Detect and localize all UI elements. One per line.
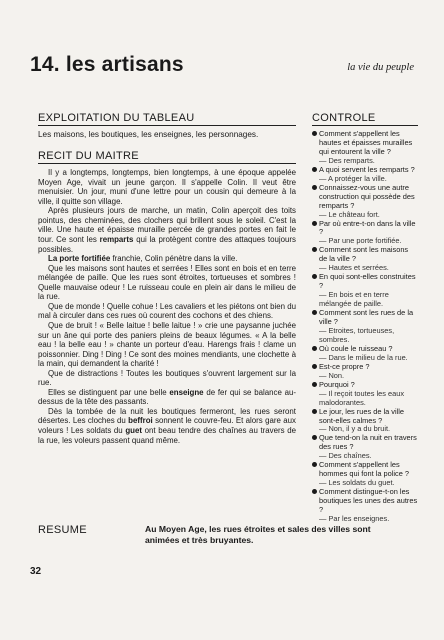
question-item xyxy=(312,273,418,309)
exploitation-heading: EXPLOITATION DU TABLEAU xyxy=(38,112,296,126)
story-paragraph: Dès la tombée de la nuit les boutiques fermeront, les rues seront désertes. Les cloches du beffroi sonnent le couvre-feu. Et alors gare aux voleurs ! Les soldats du guet ont beau tendre des chaînes au travers de la rue, les voleurs passent quand même. xyxy=(38,406,297,445)
bullet-icon xyxy=(312,185,317,190)
bullet-icon xyxy=(312,274,317,279)
right-column xyxy=(312,112,418,524)
bullet-icon xyxy=(312,462,317,467)
answer-text: — Non, il y a du bruit. xyxy=(319,424,391,434)
page-title: 14. les artisans xyxy=(30,53,184,76)
answer-text: — Etroites, tortueuses, sombres. xyxy=(319,325,395,344)
question-text: Pourquoi ? xyxy=(312,381,418,390)
answer-text: — En bois et en terre mélangée de paille. xyxy=(319,290,389,309)
bullet-icon xyxy=(312,167,317,172)
answer-text: — Non. xyxy=(319,370,345,380)
question-text: Comment sont les maisons de la ville ? xyxy=(312,246,418,264)
question-item xyxy=(312,461,418,488)
question-item xyxy=(312,363,418,381)
question-text: Comment distingue-t-on les boutiques les unes des autres ? xyxy=(312,488,418,515)
recit-heading: RECIT DU MAITRE xyxy=(38,150,296,164)
question-item xyxy=(312,166,418,184)
answer-text: — Par les enseignes. xyxy=(319,513,390,523)
bullet-icon xyxy=(312,247,317,252)
question-item xyxy=(312,345,418,363)
page-number: 32 xyxy=(30,566,42,577)
answer-text: — Les soldats du guet. xyxy=(319,478,395,488)
question-item xyxy=(312,488,418,524)
story-paragraph: Il y a longtemps, longtemps, bien longtemps, à une époque appelée Moyen Age, vivait un jeune garçon. Il s'appelle Colin. Il veut être menuisier. Un jour, muni d'une lettre pour un cousin qui demeure à la ville, il quitte son village. xyxy=(38,168,296,206)
answer-text: — Dans le milieu de la rue. xyxy=(319,352,408,362)
story-paragraph: La porte fortifiée franchie, Colin pénètre dans la ville. xyxy=(48,254,238,264)
section-tag: la vie du peuple xyxy=(347,62,414,73)
bullet-icon xyxy=(312,310,317,315)
question-text: Connaissez-vous une autre construction qui possède des remparts ? xyxy=(312,184,418,211)
question-text: Que tend-on la nuit en travers des rues ? xyxy=(312,434,418,452)
question-text: Est-ce propre ? xyxy=(312,363,418,372)
answer-text: — Des chaînes. xyxy=(319,451,372,461)
bullet-icon xyxy=(312,382,317,387)
bullet-icon xyxy=(312,364,317,369)
story-paragraph: Que les maisons sont hautes et serrées ! Elles sont en bois et en terre mélangée de paille. Que les rues sont étroites, tortueuses et sombres ! Quelle mauvaise odeur ! Le ruisseau coule en plein air dans le milieu de la rue. xyxy=(38,263,296,302)
answer-text: — A protéger la ville. xyxy=(319,173,387,183)
story-paragraph: Elles se distinguent par une belle enseigne de fer qui se balance au-dessus de la tête des passants. xyxy=(38,387,296,407)
question-item xyxy=(312,246,418,273)
story-paragraph: Après plusieurs jours de marche, un matin, Colin aperçoit des toits pointus, des cheminées, des clochers qui brillent sous le soleil. C'est la ville. Une haute et épaisse muraille percée de grandes portes en fait le tour. Ce sont les remparts qui la protègent contre des attaques toujours possibles. xyxy=(38,206,296,254)
question-list xyxy=(312,130,418,524)
exploitation-text: Les maisons, les boutiques, les enseignes, les personnages. xyxy=(38,130,259,139)
answer-text: — Des remparts. xyxy=(319,155,375,165)
question-item xyxy=(312,220,418,247)
resume-label: RESUME xyxy=(38,524,87,536)
controle-heading: CONTROLE xyxy=(312,112,418,126)
answer-text: — Le château fort. xyxy=(319,209,380,219)
recit-story xyxy=(38,168,296,445)
answer-text: — Hautes et serrées. xyxy=(319,263,389,273)
bullet-icon xyxy=(312,221,317,226)
question-text: A quoi servent les remparts ? xyxy=(312,166,418,175)
question-text: En quoi sont-elles construites ? xyxy=(312,273,418,291)
story-paragraph: Que de distractions ! Toutes les boutiques s'ouvrent largement sur la rue. xyxy=(38,368,296,388)
answer-text: — Par une porte fortifiée. xyxy=(319,236,402,246)
story-paragraph: Que de bruit ! « Belle laitue ! belle laitue ! » crie une paysanne juchée sur un âne qui porte des paniers pleins de beaux légumes. « A la belle eau ! la belle eau ! » chante un porteur d'eau. Harengs frais ! clame un poissonnier. Ding ! Ding ! Ce sont des moines mendiants, une clochette à la main, qui demandent la charité ! xyxy=(38,320,296,369)
bullet-icon xyxy=(312,489,317,494)
question-item xyxy=(312,130,418,166)
question-text: Le jour, les rues de la ville sont-elles calmes ? xyxy=(312,408,418,426)
question-text: Où coule le ruisseau ? xyxy=(312,345,418,354)
bullet-icon xyxy=(312,131,317,136)
bullet-icon xyxy=(312,435,317,440)
question-text: Par où entre-t-on dans la ville ? xyxy=(312,220,418,238)
question-item xyxy=(312,381,418,408)
question-item xyxy=(312,309,418,345)
question-item xyxy=(312,184,418,220)
resume-text: Au Moyen Age, les rues étroites et sales des villes sont animées et très bruyantes. xyxy=(145,524,371,545)
question-text: Comment s'appellent les hommes qui font la police ? xyxy=(312,461,418,479)
left-column xyxy=(38,112,296,445)
bullet-icon xyxy=(312,409,317,414)
bullet-icon xyxy=(312,346,317,351)
question-item xyxy=(312,408,418,435)
question-text: Comment sont les rues de la ville ? xyxy=(312,309,418,327)
answer-text: — Il reçoit toutes les eaux malodorantes. xyxy=(319,388,405,407)
question-text: Comment s'appellent les hautes et épaisses murailles qui entourent la ville ? xyxy=(312,130,418,157)
story-paragraph: Que de monde ! Quelle cohue ! Les cavaliers et les piétons ont bien du mal à circuler dans ces rues où courent des cochons et des chiens. xyxy=(38,301,296,321)
question-item xyxy=(312,434,418,461)
